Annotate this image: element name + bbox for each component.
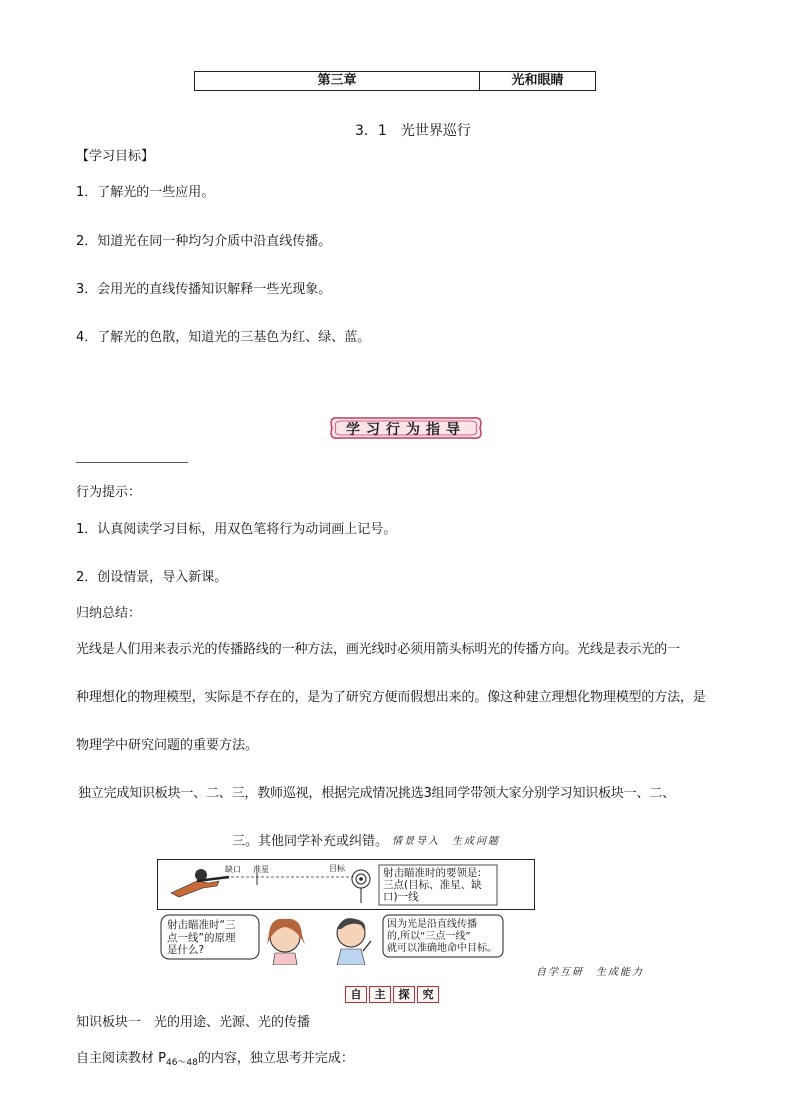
instruction-line: 三。其他同学补充或纠错。 [232, 834, 389, 849]
reading-prompt: 自主阅读教材 $P_{46\sim 48}$的内容，独立思考并完成： [76, 1051, 354, 1068]
goal-item: 3．会用光的直线传播知识解释一些光现象。 [76, 282, 332, 297]
instruction-line: 独立完成知识板块一、二、三，教师巡视，根据完成情况挑选3组同学带领大家分别学习知识板块一、二、 [78, 786, 675, 801]
summary-line: 物理学中研究问题的重要方法。 [76, 738, 259, 753]
goal-item: 1．了解光的一些应用。 [76, 185, 215, 200]
label-front-sight: 准星 [253, 865, 269, 874]
chapter-title: 光和眼睛 [511, 73, 564, 88]
girl-speech-bubble: 射击瞄准时“三 点一线”的原理 是什么? [167, 919, 236, 956]
boy-speech-bubble: 因为光是沿直线传播 的,所以“三点一线” 就可以准确地命中目标。 [387, 919, 497, 954]
tip-item: 1．认真阅读学习目标，用双色笔将行为动词画上记号。 [76, 522, 397, 537]
knowledge-block-title: 知识板块一 光的用途、光源、光的传播 [76, 1015, 311, 1030]
summary-line: 光线是人们用来表示光的传播路线的一种方法，画光线时必须用箭头标明光的传播方向。光线是表示光的一 [76, 642, 680, 657]
tip-item: 2．创设情景，导入新课。 [76, 570, 228, 585]
chapter-number: 第三章 [195, 72, 480, 90]
self-study-char: 自 [345, 986, 367, 1003]
summary-line: 种理想化的物理模型，实际是不存在的，是为了研究方便而假想出来的。像这种建立理想化物理模型的方法，是 [76, 690, 706, 705]
scene-tag: 情景导入 生成问题 [392, 836, 500, 847]
self-study-char: 主 [369, 986, 391, 1003]
study-tag: 自学互研 生成能力 [536, 967, 644, 978]
banner-label: 学习行为指导 [346, 422, 466, 438]
section-title: 3．1 光世界巡行 [355, 123, 471, 139]
aiming-tip-text: 射击瞄准时的要领是: 三点(目标、准星、缺 口)一线 [383, 867, 482, 903]
divider [76, 462, 188, 463]
tips-heading: 行为提示： [76, 485, 142, 500]
chapter-header-table [194, 71, 596, 91]
label-target: 目标 [329, 864, 345, 873]
self-study-char: 探 [393, 986, 415, 1003]
aiming-illustration [157, 859, 535, 965]
summary-heading: 归纳总结： [76, 606, 142, 621]
goal-item: 4．了解光的色散，知道光的三基色为红、绿、蓝。 [76, 330, 371, 345]
goal-item: 2．知道光在同一种均匀介质中沿直线传播。 [76, 234, 332, 249]
study-guide-banner [326, 412, 486, 444]
self-study-box [345, 986, 441, 1003]
label-notch: 缺口 [225, 865, 241, 874]
self-study-char: 究 [417, 986, 439, 1003]
goals-heading: 【学习目标】 [76, 149, 155, 164]
